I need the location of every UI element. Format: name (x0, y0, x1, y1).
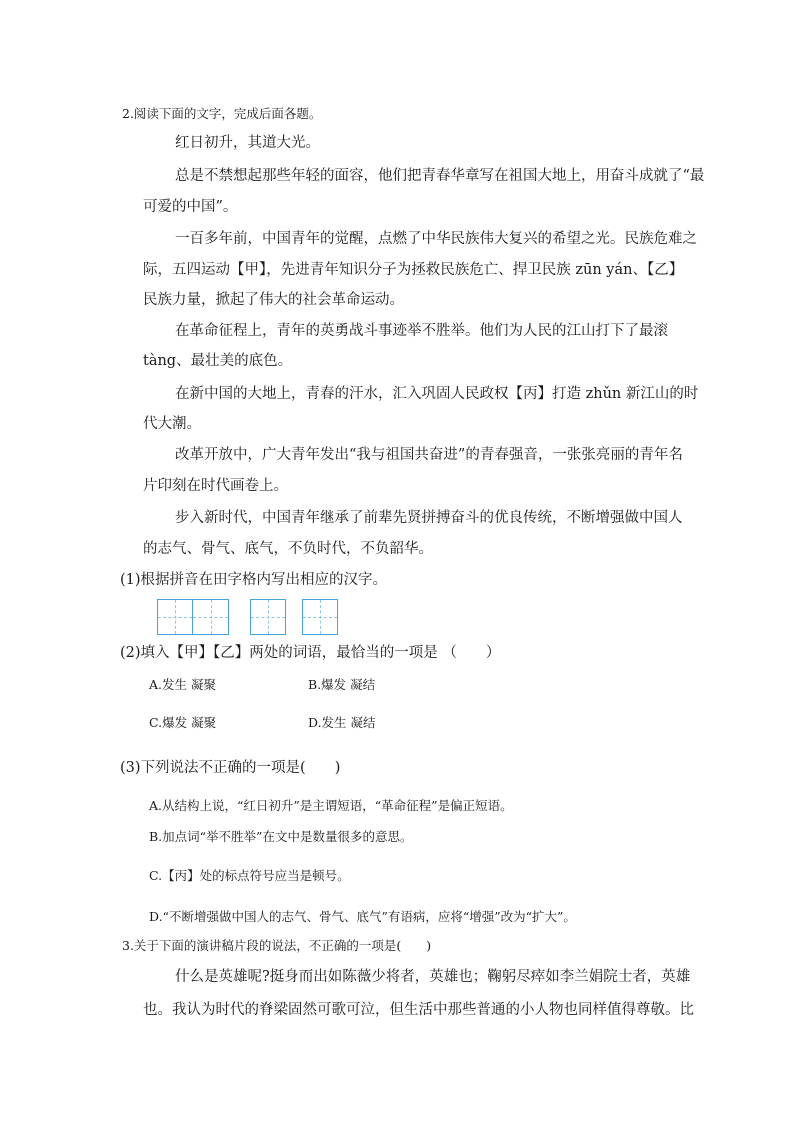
passage-line: 在新中国的大地上，青春的汗水，汇入巩固人民政权【丙】打造 zhǔn 新江山的时 (175, 386, 699, 402)
passage-line: 什么是英雄呢?挺身而出如陈薇少将者，英雄也；鞠躬尽瘁如李兰娟院士者，英雄 (175, 969, 691, 985)
option-a[interactable]: A.从结构上说，“红日初升”是主谓短语，“革命征程”是偏正短语。 (149, 798, 513, 813)
passage-line: 代大潮。 (143, 416, 201, 432)
tianzige-cell[interactable] (157, 599, 193, 635)
passage-line: 步入新时代，中国青年继承了前辈先贤拼搏奋斗的优良传统，不断增强做中国人 (175, 510, 683, 526)
passage-line: 际，五四运动【甲】，先进青年知识分子为拯救民族危亡、捍卫民族 zūn yán、【乙】 (143, 262, 684, 278)
sub-question-2: (2)填入【甲】【乙】两处的词语，最恰当的一项是 （ ） (120, 645, 501, 661)
question-2-title: 2.阅读下面的文字，完成后面各题。 (122, 106, 322, 121)
passage-line: 红日初升，其道大光。 (175, 135, 320, 151)
option-d[interactable]: D.发生 凝结 (308, 715, 376, 730)
passage-line: 也。我认为时代的脊梁固然可歌可泣，但生活中那些普通的小人物也同样值得尊敬。比 (143, 1002, 694, 1018)
option-d[interactable]: D.“不断增强做中国人的志气、骨气、底气”有语病，应将“增强”改为“扩大”。 (149, 909, 576, 924)
tianzige-cell[interactable] (302, 599, 338, 635)
tianzige-group-zhun (302, 599, 338, 635)
option-c[interactable]: C.爆发 凝聚 (149, 715, 217, 730)
passage-line: 一百多年前，中国青年的觉醒，点燃了中华民族伟大复兴的希望之光。民族危难之 (175, 231, 697, 247)
tianzige-cell[interactable] (193, 599, 229, 635)
passage-line: 民族力量，掀起了伟大的社会革命运动。 (143, 292, 404, 308)
passage-line: 可爱的中国”。 (143, 199, 238, 215)
question-3-title: 3.关于下面的演讲稿片段的说法，不正确的一项是( ) (122, 938, 432, 953)
option-b[interactable]: B.爆发 凝结 (308, 677, 376, 692)
sub-question-1: (1)根据拼音在田字格内写出相应的汉字。 (120, 572, 388, 588)
passage-line: 的志气、骨气、底气，不负时代，不负韶华。 (143, 541, 433, 557)
tianzige-group-zunyan (157, 599, 229, 635)
passage-line: tàng、最壮美的底色。 (143, 353, 293, 369)
tianzige-cell[interactable] (250, 599, 286, 635)
sub-question-3: (3)下列说法不正确的一项是( ) (120, 760, 341, 776)
option-c[interactable]: C.【丙】处的标点符号应当是顿号。 (149, 868, 350, 883)
passage-line: 在革命征程上，青年的英勇战斗事迹举不胜举。他们为人民的江山打下了最滚 (175, 323, 668, 339)
option-b[interactable]: B.加点词“举不胜举”在文中是数量很多的意思。 (149, 829, 413, 844)
passage-line: 改革开放中，广大青年发出“我与祖国共奋进”的青春强音，一张张亮丽的青年名 (175, 447, 683, 463)
tianzige-group-tang (250, 599, 286, 635)
passage-line: 总是不禁想起那些年轻的面容，他们把青春华章写在祖国大地上，用奋斗成就了“最 (175, 168, 705, 184)
option-a[interactable]: A.发生 凝聚 (149, 677, 216, 692)
passage-line: 片印刻在时代画卷上。 (143, 478, 288, 494)
